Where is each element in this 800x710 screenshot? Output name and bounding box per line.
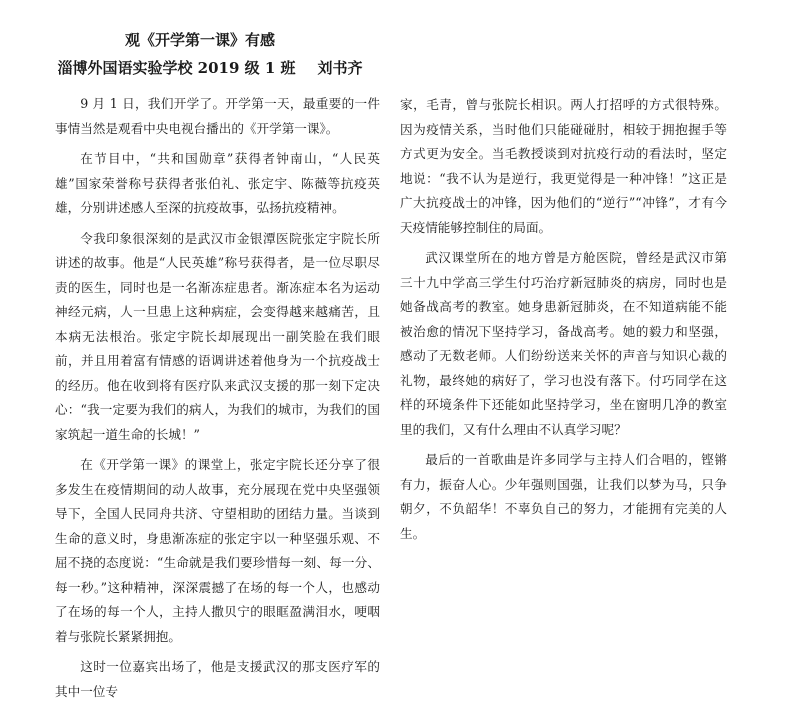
paragraph: 最后的一首歌曲是许多同学与主持人们合唱的，铿锵有力，振奋人心。少年强则国强，让我们以梦为马，只争朝夕，不负韶华！不辜负自己的努力，才能拥有完美的人生。	[400, 452, 727, 541]
paragraph: 武汉课堂所在的地方曾是方舱医院，曾经是武汉市第三十九中学高三学生付巧治疗新冠肺炎的病房，同时也是她备战高考的教室。她身患新冠肺炎，在不知道病能不能被治愈的情况下坚持学习，备战高考。她的毅力和坚强，感动了无数老师。人们纷纷送来关怀的声音与知识心裁的礼物，最终她的病好了，学习也没有落下。付巧同学在这样的环境条件下还能如此坚持学习，坐在窗明几净的教室里的我们，又有什么理由不认真学习呢？	[400, 250, 727, 437]
author-line	[55, 58, 365, 78]
paragraph: 9 月 1 日，我们开学了。开学第一天，最重要的一件事情当然是观看中央电视台播出的《开学第一课》。	[55, 96, 380, 136]
author-name: 刘书齐	[317, 59, 363, 77]
paragraph: 在节目中，“共和国勋章”获得者钟南山，“人民英雄”国家荣誉称号获得者张伯礼、张定宇、陈薇等抗疫英雄，分别讲述感人至深的抗疫故事，弘扬抗疫精神。	[55, 151, 380, 215]
paragraph: 这时一位嘉宾出场了，他是支援武汉的那支医疗军的其中一位专	[55, 659, 380, 699]
paragraph: 在《开学第一课》的课堂上，张定宇院长还分享了很多发生在疫情期间的动人故事，充分展现在党中央坚强领导下，全国人民同舟共济、守望相助的团结力量。当谈到生命的意义时，身患渐冻症的张定宇以一种坚强乐观、不屈不挠的态度说：“生命就是我们要珍惜每一刻、每一分、每一秒。”这种精神，深深震撼了在场的每一个人，也感动了在场的每一个人，主持人撒贝宁的眼眶盈满泪水，哽咽着与张院长紧紧拥抱。	[55, 457, 380, 644]
school-class: 淄博外国语实验学校 2019 级 1 班	[57, 59, 296, 77]
paragraph: 令我印象很深刻的是武汉市金银潭医院张定宇院长所讲述的故事。他是“人民英雄”称号获得者，是一位尽职尽责的医生，同时也是一名渐冻症患者。渐冻症本名为运动神经元病，人一旦患上这种病症，会变得越来越痛苦，且本病无法根治。张定宇院长却展现出一副笑脸在我们眼前，并且用着富有情感的语调讲述着他身为一个抗疫战士的经历。他在收到将有医疗队来武汉支援的那一刻下定决心：“我一定要为我们的病人，为我们的城市，为我们的国家筑起一道生命的长城！”	[55, 230, 380, 442]
paragraph-continued: 家，毛青，曾与张院长相识。两人打招呼的方式很特殊。因为疫情关系，当时他们只能碰碰肘，相较于拥抱握手等方式更为安全。当毛教授谈到对抗疫行动的看法时，坚定地说：“我不认为是逆行，我更觉得是一种冲锋！”这正是广大抗疫战士的冲锋，因为他们的“逆行”“冲锋”，才有今天疫情能够控制住的局面。	[400, 97, 727, 235]
essay-title: 观《开学第一课》有感	[124, 31, 275, 49]
left-column	[55, 92, 380, 710]
right-column	[400, 93, 727, 552]
